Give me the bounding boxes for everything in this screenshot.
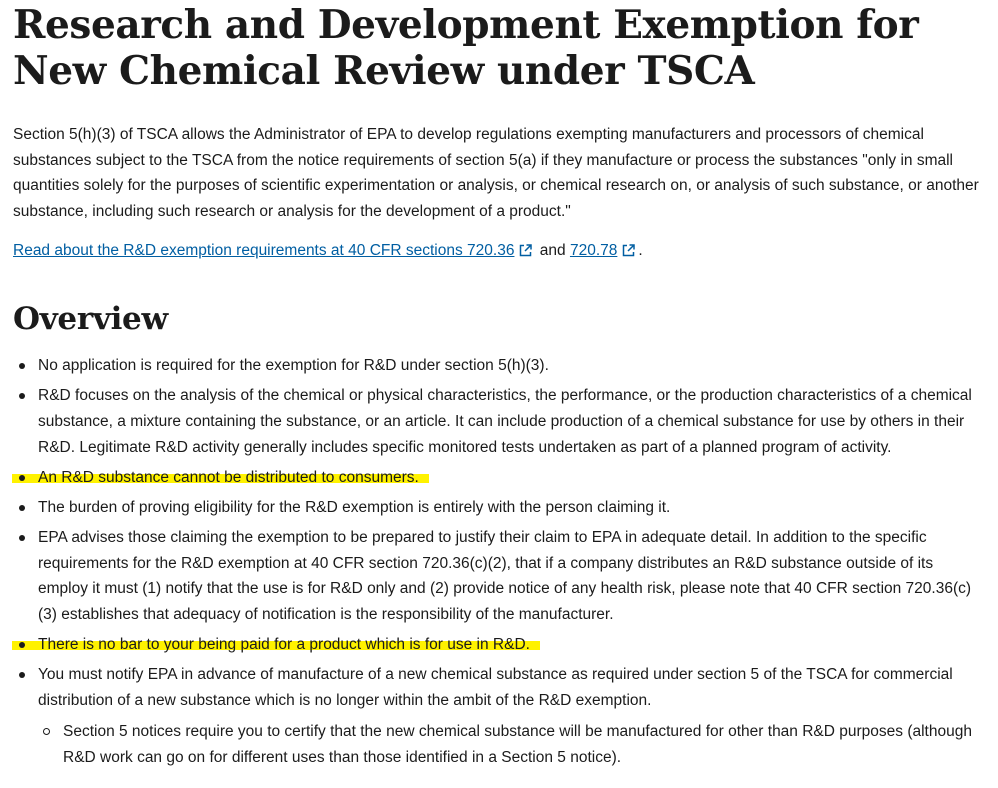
list-item-text: You must notify EPA in advance of manufacture of a new chemical substance as required under section 5 of the TSCA for commercial distribution of a new substance which is no longer within the ambit of the R&D exemption. — [38, 665, 953, 709]
list-item-highlighted — [13, 465, 983, 491]
highlighted-text: There is no bar to your being paid for a product which is for use in R&D. — [12, 636, 540, 653]
list-item-highlighted — [13, 632, 983, 658]
list-item: The burden of proving eligibility for the R&D exemption is entirely with the person claiming it. — [13, 495, 983, 521]
sub-list — [38, 719, 983, 770]
and-text: and — [539, 242, 566, 260]
highlighted-text: An R&D substance cannot be distributed to consumers. — [12, 469, 429, 486]
list-item: R&D focuses on the analysis of the chemical or physical characteristics, the performance, or the production characteristics of a chemical substance, a mixture containing the substance, or an article. It can include production of a chemical substance for use by others in their R&D. Legitimate R&D activity generally includes specific monitored tests undertaken as part of a planned program of activity. — [13, 383, 983, 460]
period-text: . — [638, 242, 643, 260]
list-item: EPA advises those claiming the exemption to be prepared to justify their claim to EPA in adequate detail. In addition to the specific requirements for the R&D exemption at 40 CFR section 720.36(c)(2), that if a company distributes an R&D substance outside of its employ it must (1) notify that the use is for R&D only and (2) provide notice of any health risk, please note that 40 CFR section 720.36(c)(3) establishes that adequacy of notification is the responsibility of the manufacturer. — [13, 525, 983, 627]
external-link-icon — [519, 240, 532, 265]
sub-list-item: Section 5 notices require you to certify that the new chemical substance will be manufactured for other than R&D purposes (although R&D work can go on for different uses than those identified in a Section 5 notice). — [38, 719, 983, 770]
list-item: No application is required for the exemption for R&D under section 5(h)(3). — [13, 353, 983, 379]
cfr-links-line — [13, 238, 983, 265]
page-title: Research and Development Exemption for New Chemical Review under TSCA — [13, 2, 919, 94]
list-item-with-sublist — [13, 662, 983, 770]
cfr-720-36-link[interactable]: Read about the R&D exemption requirements at 40 CFR sections 720.36 — [13, 242, 515, 260]
overview-list — [13, 353, 983, 770]
cfr-720-78-link[interactable]: 720.78 — [569, 242, 618, 260]
external-link-icon — [622, 240, 635, 265]
overview-heading: Overview — [13, 301, 168, 338]
intro-paragraph: Section 5(h)(3) of TSCA allows the Administrator of EPA to develop regulations exempting manufacturers and processors of chemical substances subject to the TSCA from the notice requirements of section 5(a) if they manufacture or process the substances "only in small quantities solely for the purposes of scientific experimentation or analysis, or chemical research on, or analysis of such substance, or another substance, including such research or analysis for the development of a product." — [13, 126, 979, 220]
article — [13, 0, 983, 775]
